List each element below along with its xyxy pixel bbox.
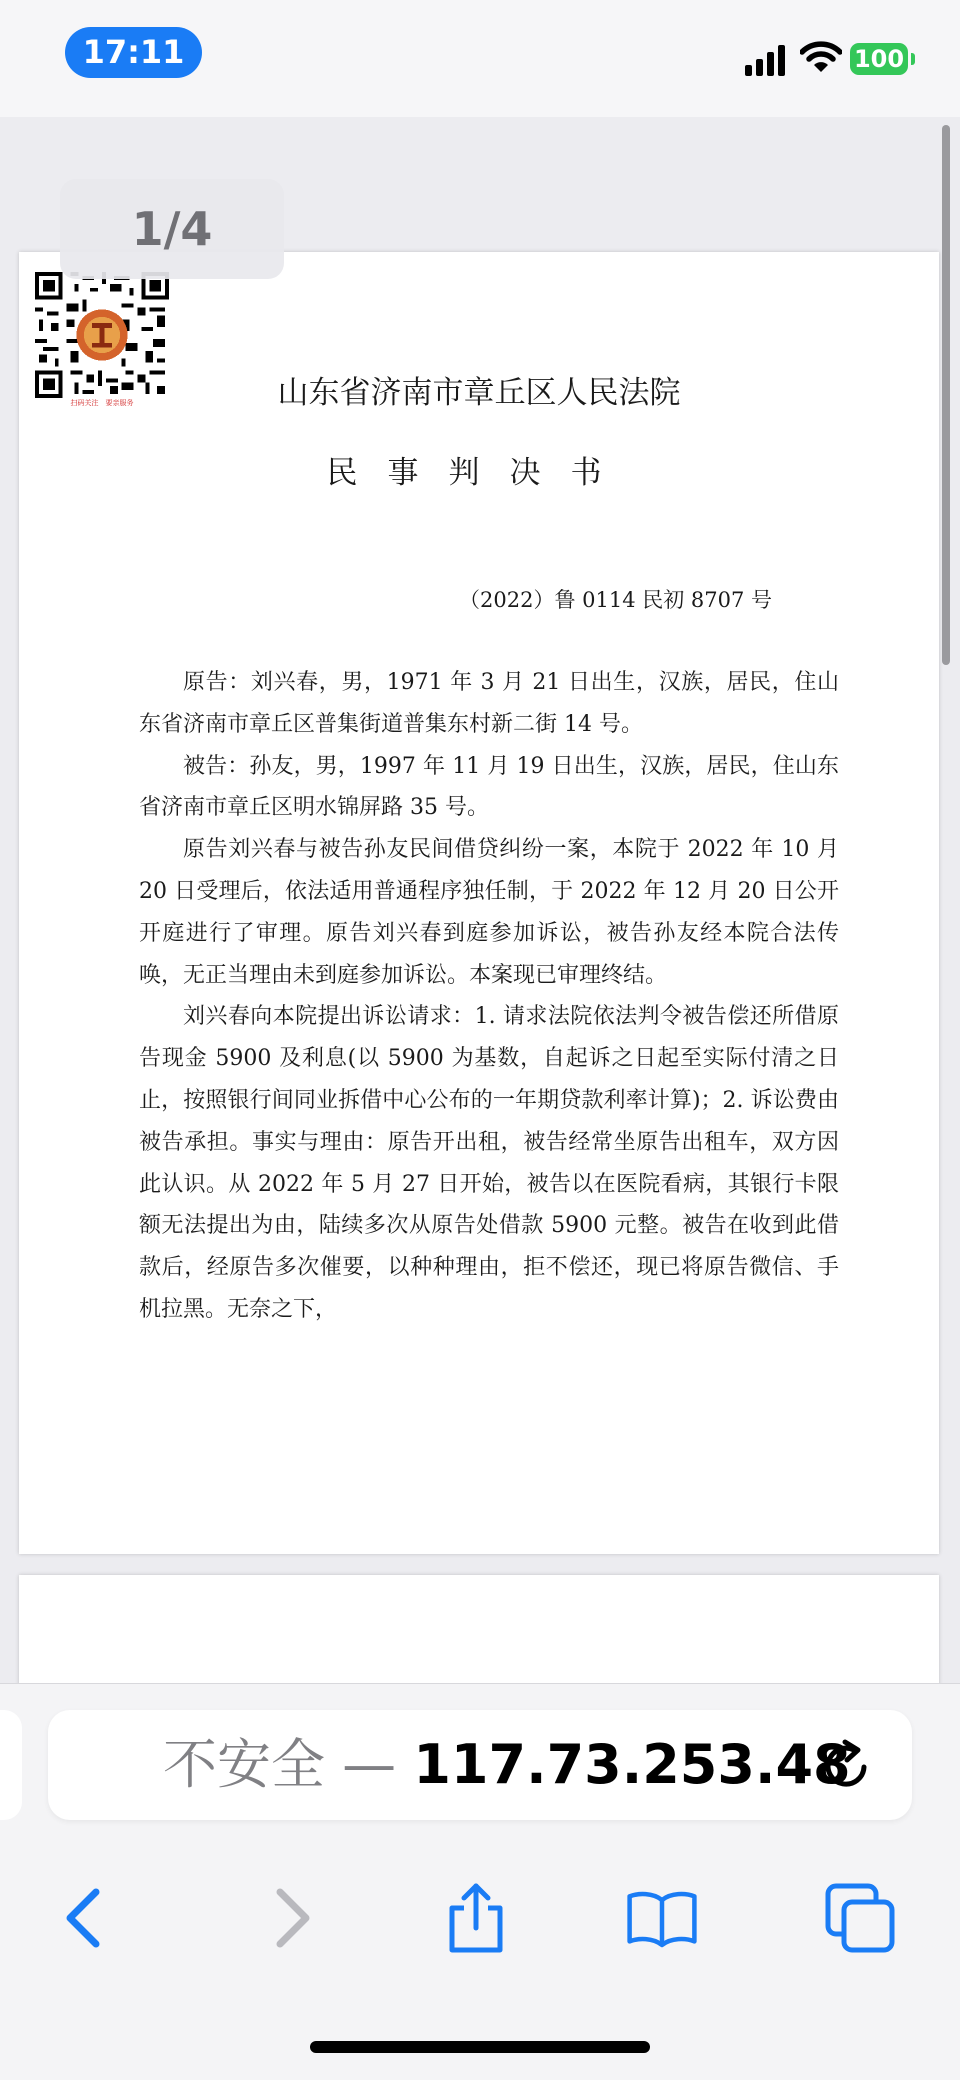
- paragraph-defendant: 被告：孙友，男，1997 年 11 月 19 日出生，汉族，居民，住山东省济南市章丘区明水锦屏路 35 号。: [139, 753, 839, 821]
- previous-tab-preview[interactable]: [0, 1710, 22, 1820]
- security-label: 不安全: [163, 1733, 325, 1796]
- document-page-1: [19, 252, 939, 1554]
- qr-caption: 扫码关注 要亲服务: [70, 399, 134, 407]
- address-bar[interactable]: [48, 1710, 912, 1820]
- paragraph-plaintiff: 原告：刘兴春，男，1971 年 3 月 21 日出生，汉族，居民，住山东省济南市章丘区普集街道普集东村新二街 14 号。: [139, 670, 839, 737]
- home-indicator[interactable]: [310, 2041, 650, 2053]
- paragraph-case-summary: 原告刘兴春与被告孙友民间借贷纠纷一案，本院于 2022 年 10 月 20 日受理后，依法适用普通程序独任制，于 2022 年 12 月 20 日公开开庭进行了审理。原告刘兴春到庭参加诉讼，被告孙友经本院合法传唤，无正当理由未到庭参加诉讼。本案现已审理终结。: [139, 837, 839, 988]
- document-title: 民事判决书: [326, 455, 632, 491]
- tabs-icon[interactable]: [824, 1882, 896, 1954]
- chevron-left-icon[interactable]: [52, 1882, 124, 1954]
- host-address: 117.73.253.48: [413, 1733, 851, 1796]
- book-icon[interactable]: [626, 1882, 698, 1954]
- case-number: （2022）鲁 0114 民初 8707 号: [459, 588, 773, 612]
- scrollbar[interactable]: [942, 125, 950, 665]
- share-icon[interactable]: [440, 1882, 512, 1954]
- battery-indicator: 100: [850, 43, 908, 75]
- reload-icon[interactable]: [818, 1737, 874, 1793]
- page-counter: 1/4: [60, 179, 284, 279]
- browser-toolbar: [0, 1683, 960, 2080]
- cellular-signal-icon: [745, 42, 787, 76]
- pdf-viewer[interactable]: [0, 117, 960, 1683]
- address-separator: —: [342, 1733, 397, 1796]
- paragraph-claims: 刘兴春向本院提出诉讼请求：1. 请求法院依法判令被告偿还所借原告现金 5900 及利息(以 5900 为基数，自起诉之日起至实际付清之日止，按照银行间同业拆借中心公布的一年期贷款利率计算)；2. 诉讼费由被告承担。事实与理由：原告开出租，被告经常坐原告出租车，双方因此认识。从 2022 年 5 月 27 日开始，被告以在医院看病，其银行卡限额无法提出为由，陆续多次从原告处借款 5900 元整。被告在收到此借款后，经原告多次催要，以种种理由，拒不偿还，现已将原告微信、手机拉黑。无奈之下，: [139, 1004, 839, 1322]
- chevron-right-icon[interactable]: [252, 1882, 324, 1954]
- battery-cap: [911, 53, 915, 65]
- wifi-icon: [800, 40, 842, 74]
- address-text[interactable]: [163, 1710, 851, 1820]
- court-name: 山东省济南市章丘区人民法院: [277, 375, 681, 411]
- time-pill[interactable]: 17:11: [65, 27, 202, 78]
- document-body: [139, 662, 839, 1331]
- status-bar: [0, 0, 960, 117]
